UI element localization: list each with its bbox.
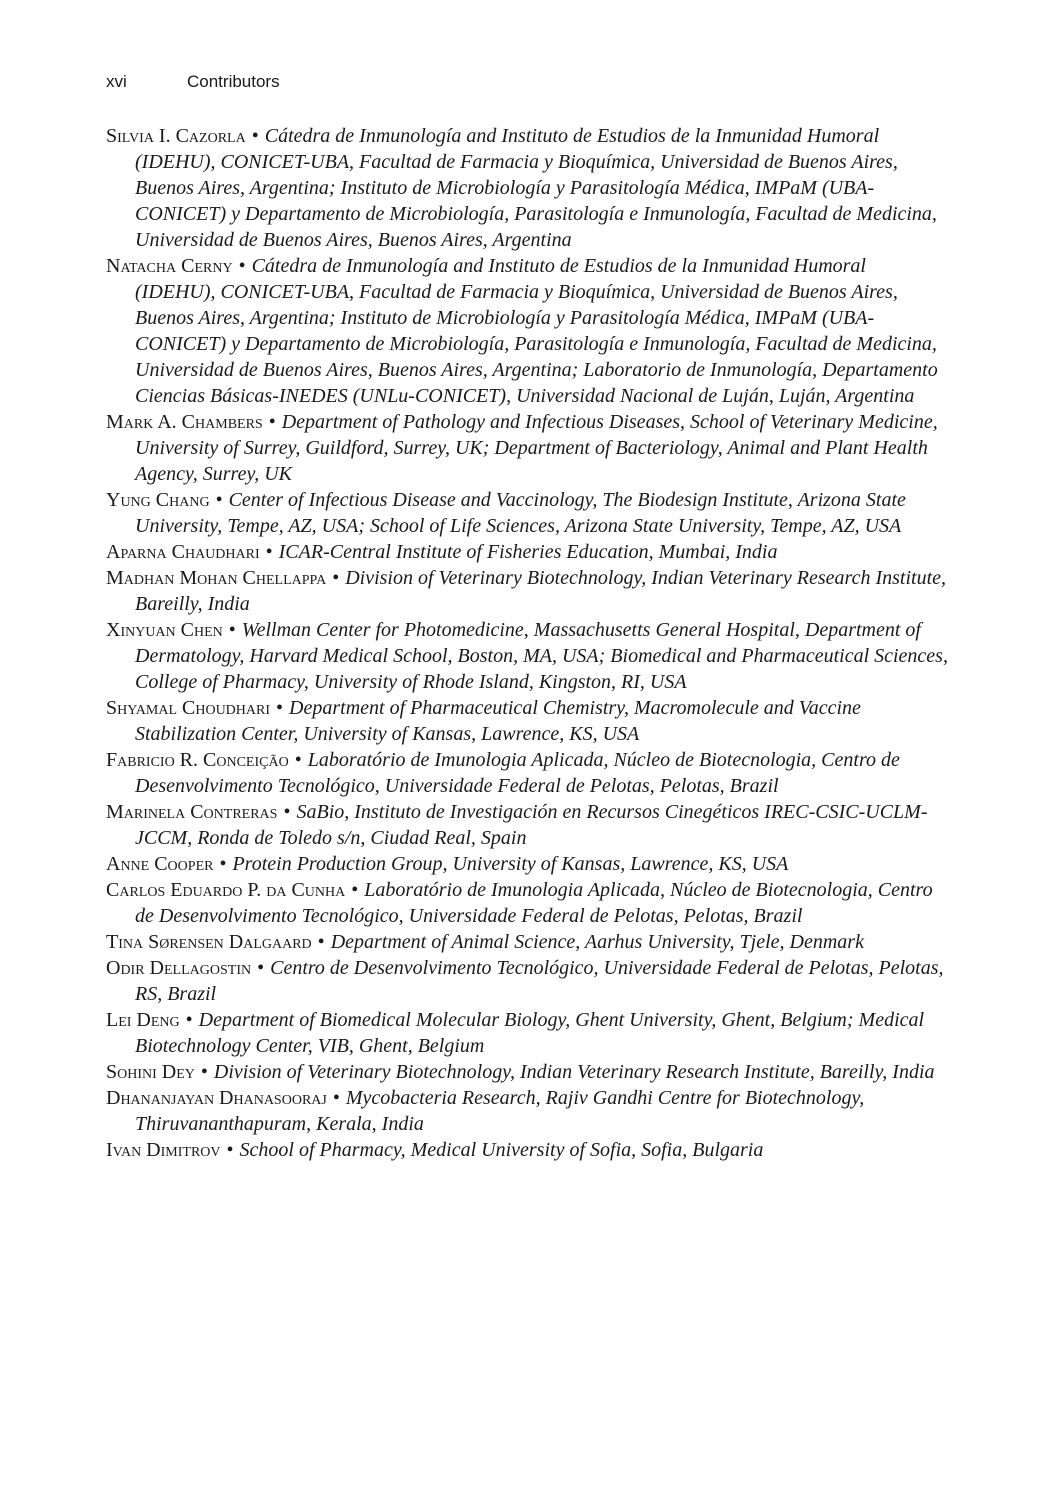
bullet-separator: • [257, 957, 265, 979]
bullet-separator: • [332, 1087, 340, 1109]
bullet-separator: • [200, 1061, 208, 1083]
contributor-name: Marinela Contreras [106, 801, 278, 823]
contributor-name: Yung Chang [106, 489, 210, 511]
bullet-separator: • [251, 125, 259, 147]
contributor-entry [106, 955, 951, 1007]
contributor-affiliation: Laboratório de Imunologia Aplicada, Núcleo de Biotecnologia, Centro de Desenvolvimento Tecnológico, Universidade Federal de Pelotas, Pelotas, Brazil [135, 879, 933, 927]
bullet-separator: • [294, 749, 302, 771]
bullet-separator: • [283, 801, 291, 823]
contributor-name: Natacha Cerny [106, 255, 233, 277]
bullet-separator: • [228, 619, 236, 641]
contributor-affiliation: ICAR-Central Institute of Fisheries Education, Mumbai, India [278, 541, 778, 563]
contributor-name: Silvia I. Cazorla [106, 125, 246, 147]
page-number: xvi [106, 72, 127, 91]
contributor-affiliation: Protein Production Group, University of Kansas, Lawrence, KS, USA [232, 853, 789, 875]
bullet-separator: • [332, 567, 340, 589]
contributor-entry [106, 1007, 951, 1059]
contributor-name: Dhananjayan Dhanasooraj [106, 1087, 327, 1109]
contributor-name: Anne Cooper [106, 853, 214, 875]
bullet-separator: • [317, 931, 325, 953]
contributor-name: Mark A. Chambers [106, 411, 263, 433]
contributor-entry [106, 409, 951, 487]
running-head [106, 72, 280, 92]
contributor-name: Lei Deng [106, 1009, 180, 1031]
contributor-name: Shyamal Choudhari [106, 697, 271, 719]
bullet-separator: • [219, 853, 227, 875]
contributor-name: Aparna Chaudhari [106, 541, 260, 563]
contributor-name: Odir Dellagostin [106, 957, 252, 979]
contributor-entry [106, 747, 951, 799]
contributor-affiliation: Cátedra de Inmunología and Instituto de Estudios de la Inmunidad Humoral (IDEHU), CONICET-UBA, Facultad de Farmacia y Bioquímica, Universidad de Buenos Aires, Buenos Aires, Argentina; Instituto de Microbiología y Parasitología Médica, IMPaM (UBA-CONICET) y Departamento de Microbiología, Parasitología e Inmunología, Facultad de Medicina, Universidad de Buenos Aires, Buenos Aires, Argentina; Laboratorio de Inmunología, Departamento Ciencias Básicas-INEDES (UNLu-CONICET), Universidad Nacional de Luján, Luján, Argentina [135, 255, 938, 407]
bullet-separator: • [276, 697, 284, 719]
contributor-name: Xinyuan Chen [106, 619, 223, 641]
contributor-affiliation: Mycobacteria Research, Rajiv Gandhi Centre for Biotechnology, Thiruvananthapuram, Kerala, India [135, 1087, 865, 1135]
bullet-separator: • [238, 255, 246, 277]
contributor-name: Sohini Dey [106, 1061, 195, 1083]
bullet-separator: • [265, 541, 273, 563]
contributor-affiliation: School of Pharmacy, Medical University of Sofia, Sofia, Bulgaria [239, 1139, 764, 1161]
contributor-entry [106, 617, 951, 695]
contributor-entry [106, 1137, 951, 1163]
contributor-name: Fabricio R. Conceição [106, 749, 289, 771]
contributor-list [106, 123, 951, 1163]
contributor-entry [106, 1085, 951, 1137]
contributor-affiliation: Department of Animal Science, Aarhus University, Tjele, Denmark [330, 931, 864, 953]
contributor-entry [106, 565, 951, 617]
contributor-name: Ivan Dimitrov [106, 1139, 221, 1161]
contributor-entry [106, 695, 951, 747]
contributor-name: Tina Sørensen Dalgaard [106, 931, 312, 953]
contributor-affiliation: Center of Infectious Disease and Vaccinology, The Biodesign Institute, Arizona State University, Tempe, AZ, USA; School of Life Sciences, Arizona State University, Tempe, AZ, USA [135, 489, 906, 537]
contributor-name: Madhan Mohan Chellappa [106, 567, 327, 589]
contributor-entry [106, 929, 951, 955]
contributor-affiliation: Laboratório de Imunologia Aplicada, Núcleo de Biotecnologia, Centro de Desenvolvimento Tecnológico, Universidade Federal de Pelotas, Pelotas, Brazil [135, 749, 900, 797]
contributor-entry [106, 539, 951, 565]
contributor-entry [106, 1059, 951, 1085]
bullet-separator: • [268, 411, 276, 433]
contributor-affiliation: Department of Pathology and Infectious Diseases, School of Veterinary Medicine, University of Surrey, Guildford, Surrey, UK; Department of Bacteriology, Animal and Plant Health Agency, Surrey, UK [135, 411, 938, 485]
contributor-entry [106, 851, 951, 877]
contributor-entry [106, 123, 951, 253]
bullet-separator: • [351, 879, 359, 901]
contributor-affiliation: Wellman Center for Photomedicine, Massachusetts General Hospital, Department of Dermatology, Harvard Medical School, Boston, MA, USA; Biomedical and Pharmaceutical Sciences, College of Pharmacy, University of Rhode Island, Kingston, RI, USA [135, 619, 948, 693]
contributor-affiliation: Department of Pharmaceutical Chemistry, Macromolecule and Vaccine Stabilization Center, University of Kansas, Lawrence, KS, USA [135, 697, 861, 745]
contributor-affiliation: Division of Veterinary Biotechnology, Indian Veterinary Research Institute, Bareilly, India [213, 1061, 935, 1083]
contributor-affiliation: Cátedra de Inmunología and Instituto de Estudios de la Inmunidad Humoral (IDEHU), CONICET-UBA, Facultad de Farmacia y Bioquímica, Universidad de Buenos Aires, Buenos Aires, Argentina; Instituto de Microbiología y Parasitología Médica, IMPaM (UBA-CONICET) y Departamento de Microbiología, Parasitología e Inmunología, Facultad de Medicina, Universidad de Buenos Aires, Buenos Aires, Argentina [135, 125, 937, 251]
bullet-separator: • [226, 1139, 234, 1161]
contributor-name: Carlos Eduardo P. da Cunha [106, 879, 346, 901]
contributor-entry [106, 487, 951, 539]
contributor-affiliation: SaBio, Instituto de Investigación en Recursos Cinegéticos IREC-CSIC-UCLM-JCCM, Ronda de Toledo s/n, Ciudad Real, Spain [135, 801, 928, 849]
contributor-affiliation: Centro de Desenvolvimento Tecnológico, Universidade Federal de Pelotas, Pelotas, RS, Brazil [135, 957, 944, 1005]
contributor-entry [106, 253, 951, 409]
bullet-separator: • [215, 489, 223, 511]
section-title: Contributors [187, 72, 280, 91]
contributor-affiliation: Division of Veterinary Biotechnology, Indian Veterinary Research Institute, Bareilly, India [135, 567, 947, 615]
contributor-affiliation: Department of Biomedical Molecular Biology, Ghent University, Ghent, Belgium; Medical Biotechnology Center, VIB, Ghent, Belgium [135, 1009, 925, 1057]
contributor-entry [106, 799, 951, 851]
contributor-entry [106, 877, 951, 929]
bullet-separator: • [185, 1009, 193, 1031]
